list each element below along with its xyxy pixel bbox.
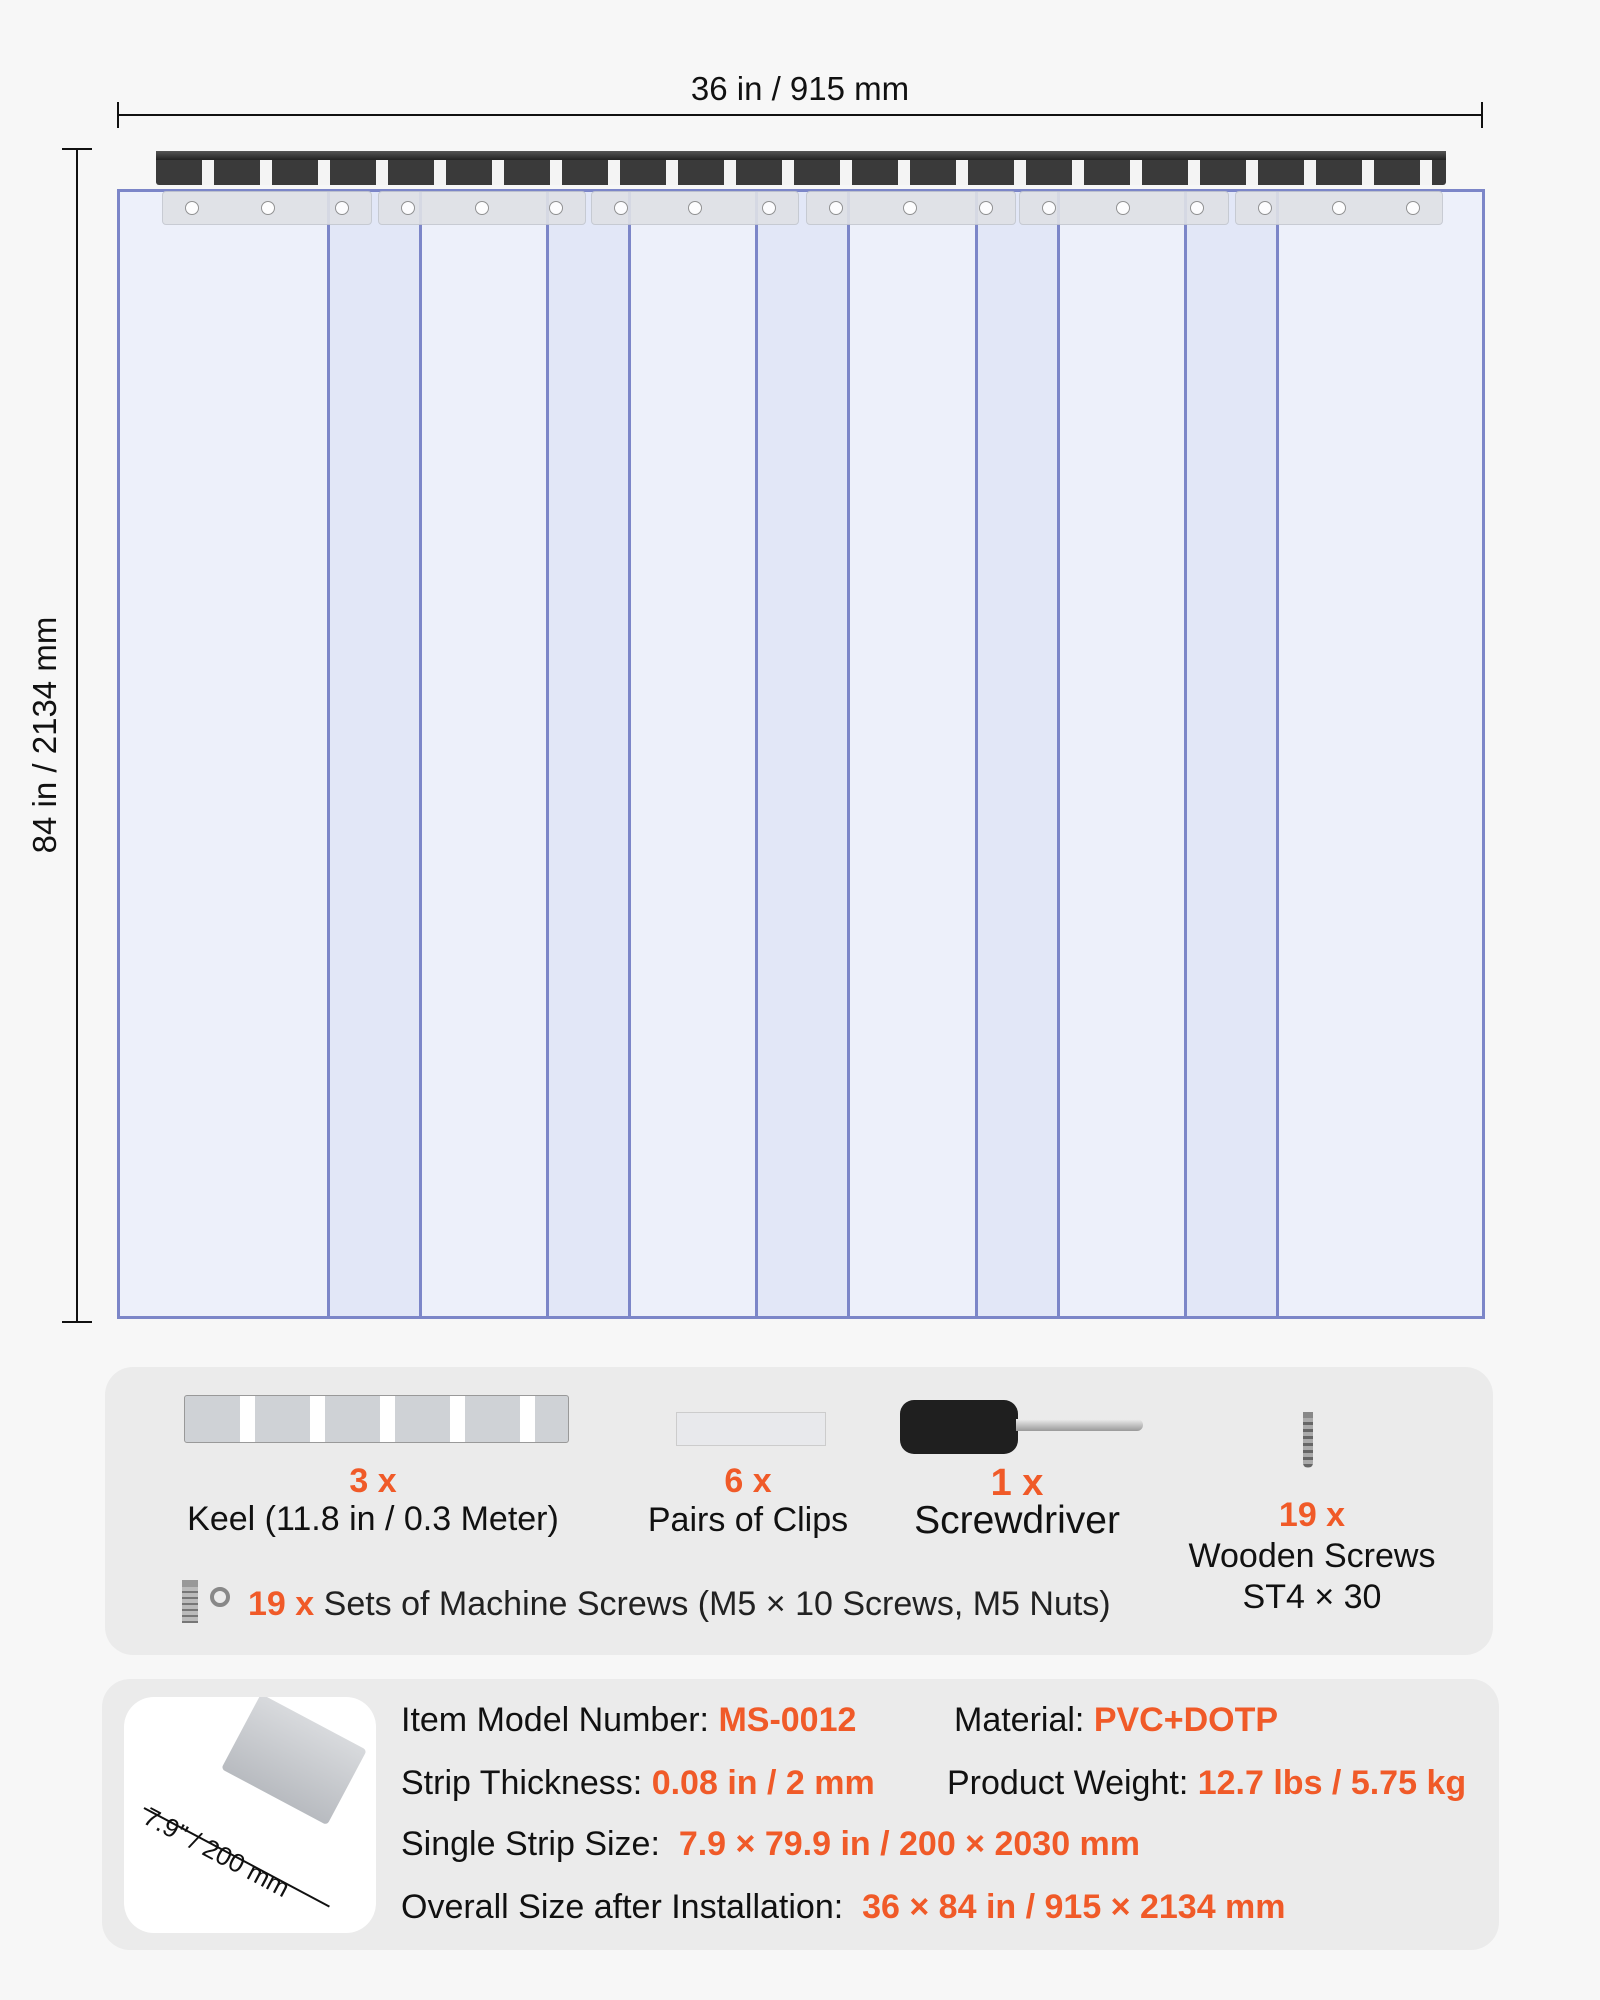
strip-overlap: [975, 189, 1060, 1319]
height-tick-top: [62, 148, 92, 150]
spec-weight-label: Product Weight:: [947, 1764, 1189, 1802]
spec-weight-value: 12.7 lbs / 5.75 kg: [1197, 1764, 1467, 1802]
clips-image: [676, 1412, 826, 1446]
screwdriver-label: Screwdriver: [914, 1499, 1120, 1542]
width-tick-right: [1481, 102, 1483, 128]
height-dimension-line: [76, 149, 78, 1322]
strip-clip-photo: [124, 1697, 376, 1933]
clip-plate: [162, 191, 372, 225]
machine-screws-label: Sets of Machine Screws (M5 × 10 Screws, M5 Nuts): [323, 1585, 1111, 1623]
spec-thickness-value: 0.08 in / 2 mm: [651, 1764, 875, 1802]
clip-plate: [591, 191, 799, 225]
strip-overlap: [327, 189, 422, 1319]
spec-strip-size: [401, 1825, 1140, 1864]
spec-model: [401, 1701, 856, 1740]
spec-overall-label: Overall Size after Installation:: [401, 1888, 844, 1926]
spec-overall-size: [401, 1888, 1286, 1927]
strip: [1276, 189, 1485, 1319]
clip-plate: [1019, 191, 1229, 225]
strip: [628, 189, 758, 1319]
screwdriver-handle: [900, 1400, 1018, 1454]
keel-qty: 3 x: [349, 1462, 397, 1500]
height-tick-bottom: [62, 1321, 92, 1323]
strip-overlap: [755, 189, 850, 1319]
strip: [1057, 189, 1187, 1319]
wooden-screws-size: ST4 × 30: [1242, 1578, 1382, 1616]
machine-screw-icon: [182, 1580, 198, 1623]
spec-model-value: MS-0012: [718, 1701, 857, 1739]
screwdriver-qty: 1 x: [990, 1462, 1044, 1504]
spec-strip-size-label: Single Strip Size:: [401, 1825, 660, 1863]
wooden-screw-image: [1303, 1412, 1313, 1468]
clips-qty: 6 x: [724, 1462, 772, 1500]
clip-plate: [806, 191, 1016, 225]
screwdriver-shaft: [1016, 1419, 1143, 1431]
spec-thickness: [401, 1764, 875, 1803]
spec-material: [954, 1701, 1278, 1740]
wooden-screws-qty: 19 x: [1278, 1496, 1346, 1534]
strip: [117, 189, 330, 1319]
spec-material-label: Material:: [954, 1701, 1085, 1739]
spec-strip-size-value: 7.9 × 79.9 in / 200 × 2030 mm: [678, 1825, 1141, 1863]
hand-clip-image: [221, 1697, 367, 1825]
clips-label: Pairs of Clips: [647, 1501, 849, 1539]
spec-weight: [947, 1764, 1466, 1803]
spec-material-value: PVC+DOTP: [1093, 1701, 1279, 1739]
image-dimension-label: 7.9" / 200 mm: [138, 1801, 295, 1904]
keel-label: Keel (11.8 in / 0.3 Meter): [187, 1500, 559, 1538]
spec-thickness-label: Strip Thickness:: [401, 1764, 643, 1802]
rail-top-edge: [156, 151, 1446, 160]
clip-plate: [378, 191, 586, 225]
wooden-screws-label: Wooden Screws: [1188, 1537, 1436, 1575]
width-dimension-line: [117, 114, 1483, 116]
nut-icon: [210, 1587, 230, 1607]
spec-model-label: Item Model Number:: [401, 1701, 709, 1739]
clip-plate: [1235, 191, 1443, 225]
strip: [847, 189, 978, 1319]
strip: [419, 189, 549, 1319]
width-label: 36 in / 915 mm: [690, 70, 910, 107]
spec-overall-value: 36 × 84 in / 915 × 2134 mm: [862, 1888, 1286, 1926]
strip-overlap: [1184, 189, 1279, 1319]
machine-screws-qty: 19 x: [248, 1585, 315, 1623]
strip-overlap: [546, 189, 631, 1319]
width-tick-left: [117, 102, 119, 128]
machine-screws-line: [248, 1585, 1111, 1624]
height-label: 84 in / 2134 mm: [26, 616, 63, 854]
keel-image: [184, 1395, 569, 1443]
